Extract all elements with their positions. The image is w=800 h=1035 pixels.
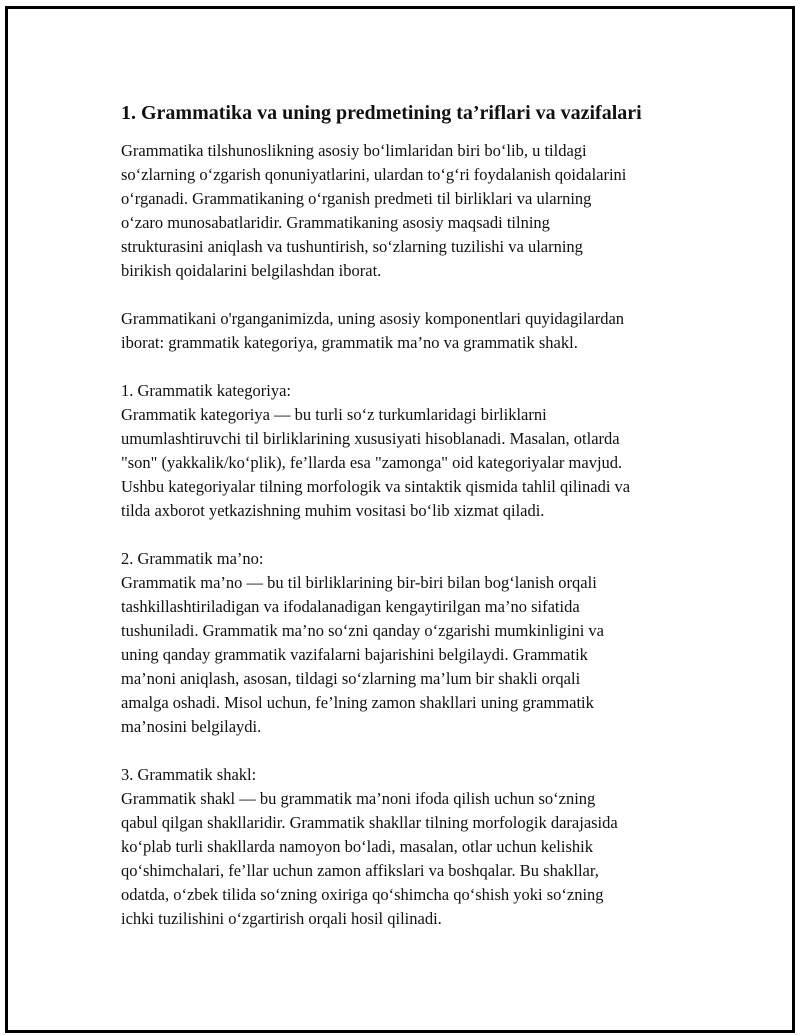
text-line: Grammatik ma’no — bu til birliklarining bir-biri bilan bog‘lanish orqali <box>121 573 597 592</box>
text-line: 1. Grammatik kategoriya: <box>121 381 291 400</box>
text-line: Grammatik shakl — bu grammatik ma’noni ifoda qilish uchun so‘zning <box>121 789 596 808</box>
paragraph <box>121 379 711 523</box>
paragraph <box>121 547 711 739</box>
text-line: amalga oshadi. Misol uchun, fe’lning zamon shakllari uning grammatik <box>121 693 594 712</box>
text-line: 3. Grammatik shakl: <box>121 765 257 784</box>
text-line: so‘zlarning o‘zgarish qonuniyatlarini, ulardan to‘g‘ri foydalanish qoidalarini <box>121 165 627 184</box>
text-line: uning qanday grammatik vazifalarni bajarishini belgilaydi. Grammatik <box>121 645 588 664</box>
document-body <box>121 99 711 955</box>
text-line: 2. Grammatik ma’no: <box>121 549 264 568</box>
text-line: qo‘shimchalari, fe’llar uchun zamon affikslari va boshqalar. Bu shakllar, <box>121 861 599 880</box>
text-line: odatda, o‘zbek tilida so‘zning oxiriga qo‘shimcha qo‘shish yoki so‘zning <box>121 885 604 904</box>
text-line: umumlashtiruvchi til birliklarining xususiyati hisoblanadi. Masalan, otlarda <box>121 429 620 448</box>
text-line: tashkillashtiriladigan va ifodalanadigan kengaytirilgan ma’no sifatida <box>121 597 580 616</box>
text-line: iborat: grammatik kategoriya, grammatik ma’no va grammatik shakl. <box>121 333 578 352</box>
text-line: Grammatikani o'rganganimizda, uning asosiy komponentlari quyidagilardan <box>121 309 625 328</box>
text-line: Ushbu kategoriyalar tilning morfologik va sintaktik qismida tahlil qilinadi va <box>121 477 631 496</box>
text-line: ichki tuzilishini o‘zgartirish orqali hosil qilinadi. <box>121 909 442 928</box>
text-line: Grammatik kategoriya — bu turli so‘z turkumlaridagi birliklarni <box>121 405 547 424</box>
text-line: birikish qoidalarini belgilashdan iborat. <box>121 261 382 280</box>
text-line: tushuniladi. Grammatik ma’no so‘zni qanday o‘zgarishi mumkinligini va <box>121 621 604 640</box>
text-line: o‘rganadi. Grammatikaning o‘rganish predmeti til birliklari va ularning <box>121 189 592 208</box>
page-frame <box>5 6 795 1033</box>
paragraph <box>121 763 711 931</box>
text-line: o‘zaro munosabatlaridir. Grammatikaning asosiy maqsadi tilning <box>121 213 550 232</box>
text-line: ko‘plab turli shakllarda namoyon bo‘ladi, masalan, otlar uchun kelishik <box>121 837 593 856</box>
text-line: qabul qilgan shakllaridir. Grammatik shakllar tilning morfologik darajasida <box>121 813 618 832</box>
text-line: tilda axborot yetkazishning muhim vositasi bo‘lib xizmat qiladi. <box>121 501 545 520</box>
paragraph <box>121 139 711 283</box>
text-line: "son" (yakkalik/ko‘plik), fe’llarda esa "zamonga" oid kategoriyalar mavjud. <box>121 453 623 472</box>
text-line: ma’nosini belgilaydi. <box>121 717 262 736</box>
paragraph-list <box>121 139 711 931</box>
document-title: 1. Grammatika va uning predmetining ta’riflari va vazifalari <box>121 102 642 124</box>
text-line: strukturasini aniqlash va tushuntirish, so‘zlarning tuzilishi va ularning <box>121 237 583 256</box>
paragraph <box>121 307 711 355</box>
text-line: ma’noni aniqlash, asosan, tildagi so‘zlarning ma’lum bir shakli orqali <box>121 669 581 688</box>
text-line: Grammatika tilshunoslikning asosiy bo‘limlaridan biri bo‘lib, u tildagi <box>121 141 587 160</box>
